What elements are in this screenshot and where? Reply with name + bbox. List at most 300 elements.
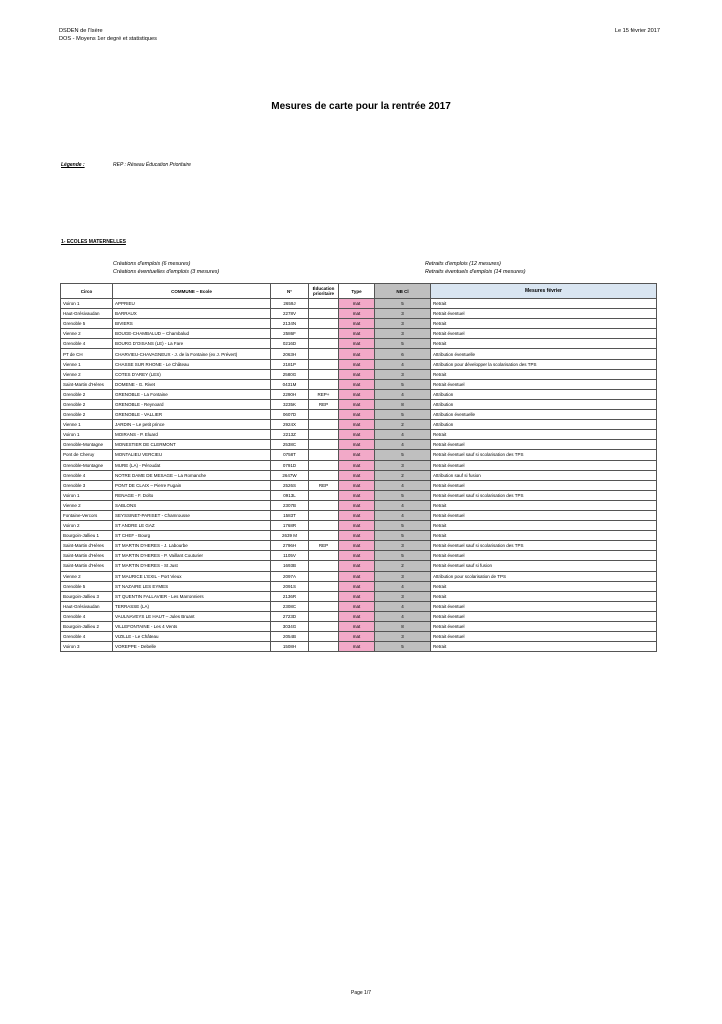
cell-mesure: Retrait éventuel (431, 551, 657, 561)
cell-circo: Voiron 3 (61, 642, 113, 652)
cell-mesure: Retrait éventuel (431, 379, 657, 389)
cell-circo: Grenoble 3 (61, 480, 113, 490)
department-name: DOS - Moyens 1er degré et statistiques (59, 36, 157, 42)
cell-education-prioritaire (309, 490, 339, 500)
table-row (61, 541, 657, 551)
cell-numero: 2924X (271, 420, 309, 430)
cell-circo: Saint-Martin d'Hères (61, 551, 113, 561)
cell-mesure: Retrait (431, 299, 657, 309)
cell-education-prioritaire (309, 531, 339, 541)
cell-commune: MURE (LA) - Péroudat (113, 460, 271, 470)
cell-commune: ST MARTIN D'HERES - J. Labourbe (113, 541, 271, 551)
cell-education-prioritaire: REP (309, 399, 339, 409)
cell-mesure: Attribution sauf si fusion (431, 470, 657, 480)
cell-type: mat (339, 460, 375, 470)
cell-type: mat (339, 561, 375, 571)
cell-numero: 2647W (271, 470, 309, 480)
table-row (61, 359, 657, 369)
cell-circo: Grenoble 5 (61, 581, 113, 591)
cell-type: mat (339, 510, 375, 520)
cell-type: mat (339, 622, 375, 632)
cell-type: mat (339, 541, 375, 551)
cell-circo: Grenoble 2 (61, 399, 113, 409)
cell-commune: COTES D'AREY (LES) (113, 369, 271, 379)
legend-text: REP : Réseau Éducation Prioritaire (113, 162, 191, 168)
cell-circo: Grenoble 4 (61, 632, 113, 642)
cell-commune: GRENOBLE - Reynoard (113, 399, 271, 409)
cell-circo: Vienne 2 (61, 500, 113, 510)
table-row (61, 389, 657, 399)
cell-commune: BOUGE-CHAMBALUD – Chambalud (113, 329, 271, 339)
cell-numero: 2136R (271, 591, 309, 601)
cell-circo: Fontaine-Vercors (61, 510, 113, 520)
table-row (61, 611, 657, 621)
cell-mesure: Retrait (431, 339, 657, 349)
table-row (61, 349, 657, 359)
cell-nb-classes: 5 (375, 521, 431, 531)
cell-type: mat (339, 500, 375, 510)
document-date: Le 15 février 2017 (614, 28, 660, 34)
header-education-prioritaire: Éducation prioritaire (309, 284, 339, 299)
cell-nb-classes: 3 (375, 309, 431, 319)
cell-circo: Grenoble-Montagne (61, 440, 113, 450)
cell-commune: ST NAZAIRE LES EYMES (113, 581, 271, 591)
cell-circo: PT de CH (61, 349, 113, 359)
cell-commune: VOREPPE - Debelle (113, 642, 271, 652)
cell-numero: 3034G (271, 622, 309, 632)
cell-nb-classes: 5 (375, 299, 431, 309)
cell-circo: Grenoble 2 (61, 410, 113, 420)
cell-circo: Pont de Cheruy (61, 450, 113, 460)
cell-commune: ST ANDRE LE GAZ (113, 521, 271, 531)
summary-creations (113, 260, 219, 276)
cell-education-prioritaire (309, 561, 339, 571)
cell-numero: 0431M (271, 379, 309, 389)
cell-commune: CHASSE SUR RHONE - Le Château (113, 359, 271, 369)
summary-retraits-line: Retraits d'emplois (12 mesures) (425, 261, 501, 267)
cell-mesure: Attribution (431, 420, 657, 430)
cell-circo: Saint-Martin d'Hères (61, 379, 113, 389)
summary-creations-line: Créations d'emplois (6 mesures) (113, 261, 191, 267)
cell-numero: 2054B (271, 632, 309, 642)
cell-education-prioritaire (309, 450, 339, 460)
cell-circo: Voiron 2 (61, 521, 113, 531)
cell-education-prioritaire (309, 349, 339, 359)
organization-header (59, 27, 157, 43)
cell-nb-classes: 4 (375, 510, 431, 520)
cell-education-prioritaire (309, 551, 339, 561)
cell-education-prioritaire (309, 339, 339, 349)
cell-mesure: Attribution éventuelle (431, 349, 657, 359)
cell-commune: JARDIN – Le petit prince (113, 420, 271, 430)
cell-mesure: Retrait (431, 591, 657, 601)
cell-education-prioritaire (309, 500, 339, 510)
cell-numero: 2134N (271, 319, 309, 329)
cell-numero: 1693B (271, 561, 309, 571)
cell-numero: 0216D (271, 339, 309, 349)
cell-type: mat (339, 299, 375, 309)
table-row (61, 490, 657, 500)
table-row (61, 470, 657, 480)
cell-type: mat (339, 531, 375, 541)
cell-circo: Voiron 1 (61, 490, 113, 500)
cell-nb-classes: 5 (375, 490, 431, 500)
cell-education-prioritaire: REP+ (309, 389, 339, 399)
cell-numero: 2213Z (271, 430, 309, 440)
cell-type: mat (339, 329, 375, 339)
cell-type: mat (339, 551, 375, 561)
cell-type: mat (339, 450, 375, 460)
cell-circo: Grenoble-Montagne (61, 460, 113, 470)
cell-type: mat (339, 349, 375, 359)
cell-nb-classes: 3 (375, 541, 431, 551)
cell-circo: Voiron 1 (61, 299, 113, 309)
cell-commune: MOIRANS - P. Eluard (113, 430, 271, 440)
cell-numero: 1768R (271, 521, 309, 531)
cell-commune: GRENOBLE - VALLIER (113, 410, 271, 420)
cell-circo: Vienne 1 (61, 359, 113, 369)
cell-commune: ST CHEF - Bourg (113, 531, 271, 541)
cell-type: mat (339, 430, 375, 440)
table-row (61, 551, 657, 561)
page-title: Mesures de carte pour la rentrée 2017 (271, 101, 451, 112)
cell-numero: 3235K (271, 399, 309, 409)
table-header-row (61, 284, 657, 299)
cell-nb-classes: 4 (375, 611, 431, 621)
cell-education-prioritaire (309, 611, 339, 621)
cell-nb-classes: 5 (375, 339, 431, 349)
cell-numero: 2538C (271, 440, 309, 450)
cell-mesure: Retrait (431, 319, 657, 329)
cell-type: mat (339, 490, 375, 500)
table-row (61, 399, 657, 409)
cell-nb-classes: 3 (375, 632, 431, 642)
cell-type: mat (339, 440, 375, 450)
cell-nb-classes: 4 (375, 581, 431, 591)
cell-type: mat (339, 379, 375, 389)
cell-commune: BOURG D'OISANS (LE) - La Fare (113, 339, 271, 349)
cell-circo: Saint-Martin d'Hères (61, 541, 113, 551)
cell-commune: DOMENE - G. Rivet (113, 379, 271, 389)
header-numero: N° (271, 284, 309, 299)
table-row (61, 379, 657, 389)
cell-type: mat (339, 611, 375, 621)
cell-circo: Bourgoin-Jallieu 3 (61, 591, 113, 601)
cell-commune: SEYSSINET-PARISET - Chamrousse (113, 510, 271, 520)
cell-numero: 2586F (271, 329, 309, 339)
cell-education-prioritaire (309, 369, 339, 379)
cell-type: mat (339, 399, 375, 409)
table-row (61, 510, 657, 520)
cell-type: mat (339, 601, 375, 611)
cell-education-prioritaire (309, 632, 339, 642)
cell-education-prioritaire (309, 420, 339, 430)
cell-education-prioritaire: REP (309, 541, 339, 551)
cell-type: mat (339, 309, 375, 319)
cell-nb-classes: 3 (375, 329, 431, 339)
cell-nb-classes: 2 (375, 470, 431, 480)
table-row (61, 460, 657, 470)
cell-commune: NOTRE DAME DE MESAGE – La Romanche (113, 470, 271, 480)
cell-nb-classes: 4 (375, 389, 431, 399)
cell-nb-classes: 5 (375, 450, 431, 460)
cell-mesure: Attribution (431, 399, 657, 409)
cell-circo: Grenoble 2 (61, 389, 113, 399)
cell-mesure: Attribution pour développer la scolarisation des TPS (431, 359, 657, 369)
cell-type: mat (339, 571, 375, 581)
cell-mesure: Retrait éventuel (431, 460, 657, 470)
cell-mesure: Retrait (431, 581, 657, 591)
cell-type: mat (339, 389, 375, 399)
table-row (61, 440, 657, 450)
cell-numero: 0607D (271, 410, 309, 420)
cell-commune: VIZILLE - Le Château (113, 632, 271, 642)
cell-commune: ST MARTIN D'HERES - P. Vaillant Couturier (113, 551, 271, 561)
section-title: 1- ECOLES MATERNELLES (61, 239, 126, 245)
cell-commune: ST MARTIN D'HERES - St Just (113, 561, 271, 571)
cell-numero: 2063H (271, 349, 309, 359)
table-row (61, 329, 657, 339)
cell-commune: SABLONS (113, 500, 271, 510)
cell-mesure: Retrait (431, 369, 657, 379)
cell-education-prioritaire (309, 460, 339, 470)
cell-numero: 2307B (271, 500, 309, 510)
table-row (61, 531, 657, 541)
cell-mesure: Retrait éventuel (431, 440, 657, 450)
cell-nb-classes: 8 (375, 399, 431, 409)
cell-commune: VAULNAVEYS LE HAUT – Jules Bruant (113, 611, 271, 621)
cell-education-prioritaire (309, 359, 339, 369)
cell-education-prioritaire (309, 430, 339, 440)
cell-circo: Vienne 2 (61, 369, 113, 379)
cell-commune: VILLEFONTAINE - Les 4 Vents (113, 622, 271, 632)
header-nb-classes: NB Cl (375, 284, 431, 299)
cell-circo: Bourgoin-Jallieu 2 (61, 622, 113, 632)
cell-mesure: Retrait (431, 500, 657, 510)
cell-nb-classes: 4 (375, 440, 431, 450)
cell-education-prioritaire (309, 601, 339, 611)
table-row (61, 299, 657, 309)
cell-mesure: Retrait éventuel (431, 329, 657, 339)
cell-commune: ST QUENTIN FALLAVIER - Les Marronniers (113, 591, 271, 601)
cell-commune: CHARVIEU-CHAVAGNEUX - J. de la Fontaine (ex J. Prévert) (113, 349, 271, 359)
cell-commune: APPRIEU (113, 299, 271, 309)
cell-education-prioritaire (309, 309, 339, 319)
cell-nb-classes: 6 (375, 349, 431, 359)
cell-circo: Vienne 2 (61, 571, 113, 581)
cell-type: mat (339, 319, 375, 329)
cell-nb-classes: 4 (375, 500, 431, 510)
cell-nb-classes: 3 (375, 591, 431, 601)
cell-commune: ST MAURICE L'EXIL - Port Vieux (113, 571, 271, 581)
cell-nb-classes: 2 (375, 561, 431, 571)
cell-circo: Vienne 2 (61, 329, 113, 339)
organization-name: DSDEN de l'Isère (59, 28, 103, 34)
summary-retraits (425, 260, 526, 276)
cell-type: mat (339, 420, 375, 430)
cell-mesure: Retrait éventuel (431, 601, 657, 611)
cell-mesure: Retrait éventuel (431, 510, 657, 520)
cell-numero: 0758T (271, 450, 309, 460)
cell-numero: 2659J (271, 299, 309, 309)
cell-education-prioritaire (309, 379, 339, 389)
cell-nb-classes: 4 (375, 430, 431, 440)
mesures-table (60, 283, 657, 652)
cell-education-prioritaire (309, 642, 339, 652)
cell-numero: 1583T (271, 510, 309, 520)
table-row (61, 591, 657, 601)
cell-education-prioritaire (309, 410, 339, 420)
cell-mesure: Retrait éventuel sauf si scolarisation des TPS (431, 490, 657, 500)
cell-type: mat (339, 632, 375, 642)
table-row (61, 500, 657, 510)
cell-commune: BARRAUX (113, 309, 271, 319)
cell-circo: Grenoble 5 (61, 319, 113, 329)
cell-mesure: Retrait éventuel (431, 480, 657, 490)
table-row (61, 632, 657, 642)
cell-education-prioritaire: REP (309, 480, 339, 490)
page-number: Page 1/7 (350, 990, 372, 996)
cell-education-prioritaire (309, 440, 339, 450)
header-mesures: Mesures février (431, 284, 657, 299)
table-row (61, 601, 657, 611)
cell-nb-classes: 5 (375, 531, 431, 541)
cell-numero: 2091S (271, 581, 309, 591)
cell-type: mat (339, 521, 375, 531)
cell-nb-classes: 5 (375, 410, 431, 420)
table-row (61, 369, 657, 379)
table-row (61, 642, 657, 652)
cell-nb-classes: 4 (375, 359, 431, 369)
cell-mesure: Retrait éventuel sauf si scolarisation des TPS (431, 541, 657, 551)
cell-type: mat (339, 470, 375, 480)
legend-label: Légende : (61, 162, 85, 168)
cell-nb-classes: 5 (375, 379, 431, 389)
header-type: Type (339, 284, 375, 299)
cell-commune: GRENOBLE - La Fontaine (113, 389, 271, 399)
table-row (61, 622, 657, 632)
cell-numero: 2308C (271, 601, 309, 611)
cell-education-prioritaire (309, 591, 339, 601)
cell-mesure: Retrait (431, 642, 657, 652)
cell-numero: 2526S (271, 480, 309, 490)
cell-nb-classes: 5 (375, 642, 431, 652)
cell-nb-classes: 5 (375, 551, 431, 561)
cell-circo: Saint-Martin d'Hères (61, 561, 113, 571)
cell-mesure: Attribution pour scolarisation de TPS (431, 571, 657, 581)
table-row (61, 339, 657, 349)
cell-nb-classes: 3 (375, 571, 431, 581)
cell-mesure: Retrait (431, 521, 657, 531)
cell-numero: 0791D (271, 460, 309, 470)
table-row (61, 571, 657, 581)
cell-mesure: Attribution éventuelle (431, 410, 657, 420)
table-row (61, 450, 657, 460)
cell-type: mat (339, 369, 375, 379)
cell-numero: 2580G (271, 369, 309, 379)
header-circo: Circo (61, 284, 113, 299)
table-row (61, 480, 657, 490)
table-body (61, 299, 657, 652)
cell-circo: Bourgoin-Jallieu 1 (61, 531, 113, 541)
cell-numero: 0913L (271, 490, 309, 500)
cell-mesure: Retrait (431, 430, 657, 440)
cell-type: mat (339, 339, 375, 349)
table-row (61, 309, 657, 319)
cell-type: mat (339, 581, 375, 591)
cell-mesure: Retrait éventuel (431, 611, 657, 621)
cell-education-prioritaire (309, 571, 339, 581)
cell-commune: MONESTIER DE CLERMONT (113, 440, 271, 450)
table-row (61, 561, 657, 571)
cell-circo: Haut-Grésivaudan (61, 601, 113, 611)
cell-circo: Vienne 1 (61, 420, 113, 430)
cell-education-prioritaire (309, 329, 339, 339)
cell-type: mat (339, 591, 375, 601)
table-row (61, 581, 657, 591)
cell-mesure: Retrait éventuel sauf si fusion (431, 561, 657, 571)
cell-commune: TERRASSE (LA) (113, 601, 271, 611)
cell-circo: Grenoble 4 (61, 339, 113, 349)
cell-nb-classes: 4 (375, 601, 431, 611)
cell-numero: 2796H (271, 541, 309, 551)
cell-numero: 2181P (271, 359, 309, 369)
table-row (61, 521, 657, 531)
cell-type: mat (339, 410, 375, 420)
cell-mesure: Retrait éventuel (431, 622, 657, 632)
cell-type: mat (339, 359, 375, 369)
cell-mesure: Attribution (431, 389, 657, 399)
cell-circo: Grenoble 4 (61, 611, 113, 621)
cell-nb-classes: 3 (375, 319, 431, 329)
cell-circo: Voiron 1 (61, 430, 113, 440)
cell-type: mat (339, 642, 375, 652)
cell-mesure: Retrait éventuel (431, 309, 657, 319)
cell-commune: BIVIERS (113, 319, 271, 329)
cell-mesure: Retrait éventuel (431, 632, 657, 642)
cell-commune: MONTALIEU VERCIEU (113, 450, 271, 460)
cell-nb-classes: 8 (375, 622, 431, 632)
cell-numero: 1105V (271, 551, 309, 561)
table-row (61, 410, 657, 420)
cell-education-prioritaire (309, 299, 339, 309)
cell-education-prioritaire (309, 581, 339, 591)
cell-type: mat (339, 480, 375, 490)
summary-retraits-eventuels-line: Retraits éventuels d'emplois (14 mesures) (425, 269, 526, 275)
cell-nb-classes: 2 (375, 420, 431, 430)
cell-numero: 2290H (271, 389, 309, 399)
cell-numero: 2278V (271, 309, 309, 319)
cell-commune: RENAGE - F. Dolto (113, 490, 271, 500)
summary-creations-eventuelles-line: Créations éventuelles d'emplois (3 mesures) (113, 269, 220, 275)
cell-nb-classes: 4 (375, 480, 431, 490)
cell-numero: 2723D (271, 611, 309, 621)
cell-commune: PONT DE CLAIX – Pierre Fugain (113, 480, 271, 490)
cell-education-prioritaire (309, 521, 339, 531)
cell-mesure: Retrait éventuel sauf si scolarisation des TPS (431, 450, 657, 460)
cell-numero: 1508H (271, 642, 309, 652)
table-row (61, 319, 657, 329)
cell-nb-classes: 3 (375, 369, 431, 379)
cell-circo: Haut-Grésivaudan (61, 309, 113, 319)
header-commune: COMMUNE – Ecole (113, 284, 271, 299)
cell-education-prioritaire (309, 470, 339, 480)
cell-education-prioritaire (309, 319, 339, 329)
cell-nb-classes: 3 (375, 460, 431, 470)
cell-mesure: Retrait (431, 531, 657, 541)
table-row (61, 430, 657, 440)
table-row (61, 420, 657, 430)
